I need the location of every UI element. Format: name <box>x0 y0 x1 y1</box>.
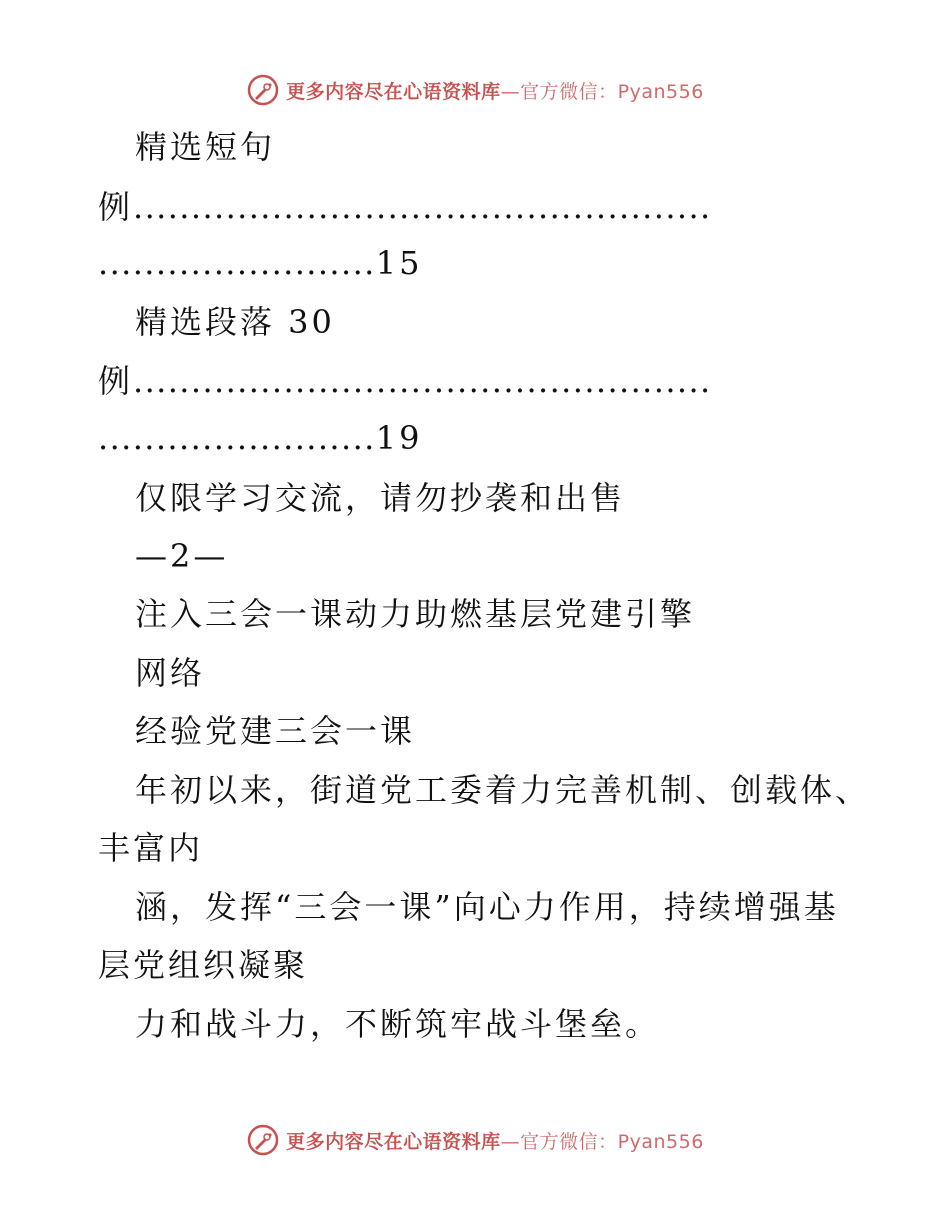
quill-seal-logo-icon <box>246 73 280 107</box>
footer-brand-text: 更多内容尽在心语资料库 <box>286 1130 501 1153</box>
header-wechat-text: —官方微信：Pyan556 <box>500 80 704 103</box>
toc-entry-title: 精选段落 30 <box>135 303 335 341</box>
header-watermark-banner <box>0 70 950 110</box>
article-paragraph-line: 丰富内 <box>98 829 204 867</box>
toc-dot-leader: ........................ <box>98 244 376 282</box>
article-paragraph-line: 年初以来，街道党工委着力完善机制、创载体、 <box>135 771 871 809</box>
toc-entry-lead-text: 例 <box>98 188 134 226</box>
article-title: 注入三会一课动力助燃基层党建引擎 <box>135 595 696 633</box>
article-section: 经验党建三会一课 <box>135 712 416 750</box>
toc-entry-leader-line <box>0 361 950 401</box>
toc-page-number: 19 <box>375 419 423 457</box>
article-paragraph-line: 涵，发挥“三会一课”向心力作用，持续增强基 <box>135 888 839 926</box>
usage-notice: 仅限学习交流，请勿抄袭和出售 <box>135 479 626 517</box>
toc-dot-leader: ........................ <box>98 419 376 457</box>
footer-wechat-text: —官方微信：Pyan556 <box>500 1130 704 1153</box>
toc-dot-leader: .................................................. <box>133 188 712 226</box>
quill-seal-logo-icon <box>246 1123 280 1157</box>
footer-watermark-banner <box>0 1120 950 1160</box>
toc-entry-page-line <box>0 243 950 283</box>
page-marker: —2— <box>135 537 229 575</box>
article-source: 网络 <box>135 654 206 692</box>
article-paragraph-line: 力和战斗力，不断筑牢战斗堡垒。 <box>135 1005 661 1043</box>
toc-entry-page-line <box>0 418 950 458</box>
toc-dot-leader: .................................................. <box>133 362 712 400</box>
toc-entry-lead-text: 例 <box>98 362 134 400</box>
header-brand-text: 更多内容尽在心语资料库 <box>286 80 501 103</box>
toc-entry-title: 精选短句 <box>135 128 276 166</box>
toc-entry-leader-line <box>0 187 950 227</box>
toc-page-number: 15 <box>375 244 423 282</box>
article-paragraph-line: 层党组织凝聚 <box>98 946 309 984</box>
